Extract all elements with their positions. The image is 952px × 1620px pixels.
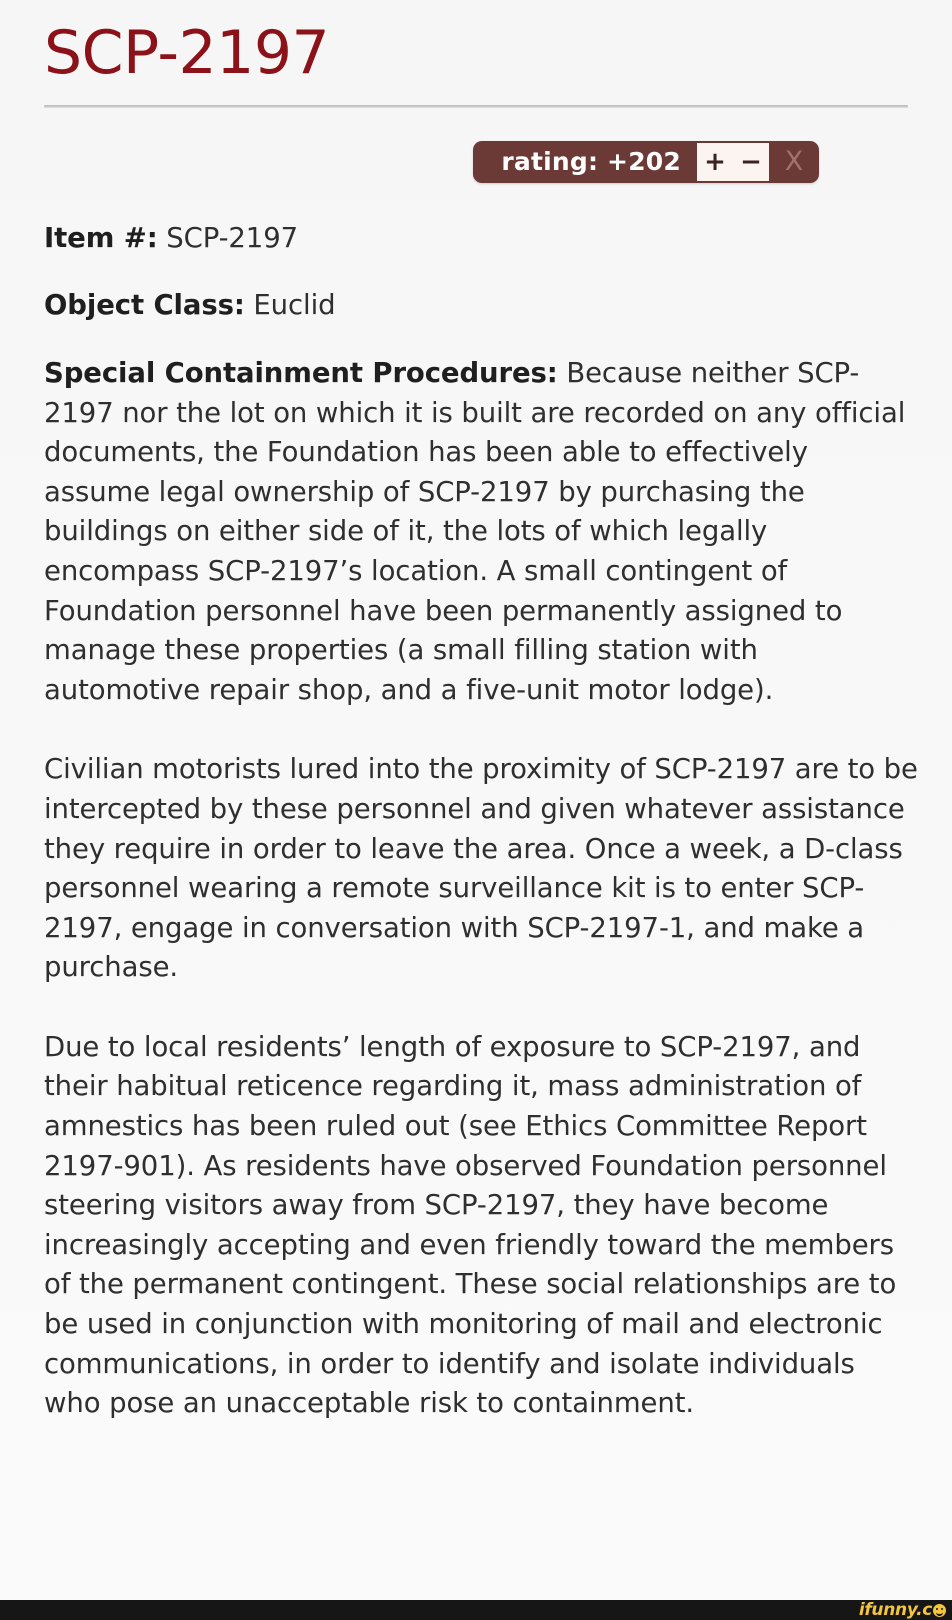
item-number-label: Item #: xyxy=(44,221,158,254)
downvote-button[interactable]: − xyxy=(740,146,762,177)
page-title: SCP-2197 xyxy=(44,18,330,88)
title-divider xyxy=(44,105,908,108)
watermark-text: ifunny.c xyxy=(858,1599,932,1620)
rating-buttons xyxy=(697,143,769,181)
upvote-button[interactable]: + xyxy=(704,146,726,177)
containment-procedures-label: Special Containment Procedures: xyxy=(44,356,558,389)
rating-row xyxy=(0,141,952,183)
ifunny-watermark xyxy=(858,1599,946,1620)
object-class-line xyxy=(44,286,918,326)
article-body xyxy=(0,219,952,1424)
body-paragraph-2: Civilian motorists lured into the proximity of SCP-2197 are to be intercepted by these personnel and given whatever assistance they require in order to leave the area. Once a week, a D-class personnel wearing a remote surveillance kit is to enter SCP-2197, engage in conversation with SCP-2197-1, and make a purchase. xyxy=(44,753,918,984)
rating-label: rating: +202 xyxy=(501,147,681,177)
object-class-label: Object Class: xyxy=(44,289,245,322)
item-number-value: SCP-2197 xyxy=(157,221,298,254)
containment-procedures-text: Because neither SCP-2197 nor the lot on which it is built are recorded on any official documents, the Foundation has been able to effectively assume legal ownership of SCP-2197 by purchasing the buildings on either side of it, the lots of which legally encompass SCP-2197’s location. A small contingent of Foundation personnel have been permanently assigned to manage these properties (a small filling station with automotive repair shop, and a five-unit motor lodge). xyxy=(44,356,906,706)
smiley-icon xyxy=(933,1604,946,1617)
rating-widget[interactable] xyxy=(473,141,819,183)
watermark-bar xyxy=(0,1600,952,1620)
object-class-value: Euclid xyxy=(244,289,336,322)
item-number-line xyxy=(44,219,918,259)
cancel-vote-button[interactable]: X xyxy=(784,146,804,178)
containment-procedures-paragraph xyxy=(44,354,918,710)
body-paragraph-3: Due to local residents’ length of exposure to SCP-2197, and their habitual reticence regarding it, mass administration of amnestics has been ruled out (see Ethics Committee Report 2197-901). As residents have observed Foundation personnel steering visitors away from SCP-2197, they have become increasingly accepting and even friendly toward the members of the permanent contingent. These social relationships are to be used in conjunction with monitoring of mail and electronic communications, in order to identify and isolate individuals who pose an unacceptable risk to containment. xyxy=(44,1030,897,1420)
